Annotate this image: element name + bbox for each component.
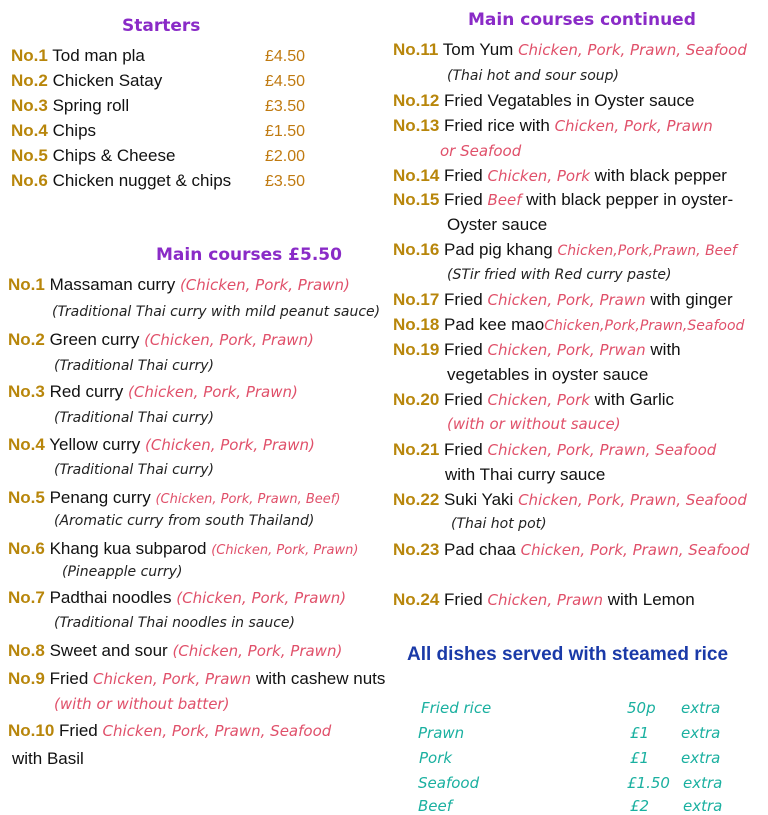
- item-name: Pad pig khang: [444, 240, 553, 259]
- item-description: (Traditional Thai curry): [54, 410, 214, 426]
- item-name: Fried: [444, 390, 483, 409]
- list-item: [8, 331, 314, 348]
- item-number: No.17: [393, 290, 440, 309]
- item-name: Fried: [444, 440, 483, 459]
- extra-name: Beef: [418, 797, 453, 815]
- item-name: Fried rice with: [444, 116, 550, 135]
- item-price: £4.50: [265, 48, 306, 65]
- item-number: No.15: [393, 190, 440, 209]
- item-name: Fried Vegatables in Oyster sauce: [444, 91, 695, 110]
- item-number: No.12: [393, 91, 440, 110]
- extra-name: Seafood: [418, 774, 480, 792]
- item-description: (Traditional Thai curry): [54, 358, 214, 374]
- item-name: Chicken nugget & chips: [52, 171, 232, 190]
- item-description: (Aromatic curry from south Thailand): [54, 513, 315, 529]
- item-number: No.1: [8, 275, 45, 294]
- item-name: Chicken Satay: [52, 71, 163, 90]
- item-number: No.4: [8, 435, 45, 454]
- item-number: No.22: [393, 490, 440, 509]
- item-description: (Traditional Thai noodles in sauce): [54, 615, 295, 631]
- list-item: [393, 41, 747, 58]
- list-item: [8, 670, 385, 687]
- extra-price: 50p: [627, 699, 656, 717]
- list-item: [393, 291, 733, 308]
- item-description: (Pineapple curry): [62, 564, 183, 580]
- item-options: Chicken, Pork, Prawn, Seafood: [102, 722, 332, 740]
- list-item: [393, 341, 681, 358]
- item-number: No.13: [393, 116, 440, 135]
- extra-price: £1: [630, 724, 650, 742]
- item-number: No.2: [11, 71, 48, 90]
- list-item: [8, 383, 298, 400]
- item-options: Chicken, Pork, Prawn, Seafood: [518, 491, 747, 509]
- list-item: [8, 540, 358, 557]
- item-options: Chicken, Pork: [487, 167, 590, 185]
- item-options: Beef: [487, 191, 522, 209]
- item-name: Penang curry: [49, 488, 151, 507]
- list-item: [393, 491, 747, 508]
- list-item: [8, 276, 350, 293]
- item-number: No.11: [393, 40, 439, 59]
- item-name: Fried: [444, 290, 483, 309]
- extra-label: extra: [681, 749, 721, 767]
- item-number: No.10: [8, 721, 55, 740]
- item-number: No.16: [393, 240, 440, 259]
- item-name: Red curry: [49, 382, 124, 401]
- item-description: (with or without batter): [54, 695, 230, 713]
- item-options: Chicken, Pork, Prwan: [487, 341, 646, 359]
- item-number: No.1: [11, 46, 48, 65]
- item-name-line2: Oyster sauce: [447, 215, 548, 234]
- list-item: [393, 191, 733, 208]
- item-number: No.14: [393, 166, 440, 185]
- item-name: Massaman curry: [49, 275, 176, 294]
- list-item: [11, 72, 162, 89]
- item-name-suffix: with ginger: [650, 290, 733, 309]
- extra-name: Prawn: [418, 724, 465, 742]
- item-name: Fried: [49, 669, 89, 688]
- list-item: [11, 97, 129, 114]
- item-name: Pad kee mao: [444, 315, 545, 334]
- item-price: £1.50: [265, 123, 306, 140]
- item-options: Chicken, Pork, Prawn, Seafood: [518, 41, 747, 59]
- item-name-suffix: with black pepper: [594, 166, 727, 185]
- item-options-line2: or Seafood: [440, 142, 522, 160]
- extra-label: extra: [681, 699, 721, 717]
- item-name-suffix: with Lemon: [607, 590, 695, 609]
- item-name-line2: with Basil: [12, 749, 84, 768]
- item-name: Green curry: [49, 330, 140, 349]
- item-name-line2: vegetables in oyster sauce: [447, 365, 649, 384]
- item-options: (Chicken, Pork, Prawn): [172, 642, 343, 660]
- item-name-line2: with Thai curry sauce: [445, 465, 606, 484]
- item-number: No.19: [393, 340, 440, 359]
- item-options: Chicken, Pork, Prawn, Seafood: [520, 541, 750, 559]
- list-item: [8, 722, 331, 739]
- item-number: No.3: [8, 382, 45, 401]
- item-name: Fried: [444, 340, 483, 359]
- item-price: £4.50: [265, 73, 306, 90]
- item-name: Pad chaa: [444, 540, 516, 559]
- extra-label: extra: [683, 797, 723, 815]
- list-item: [393, 441, 716, 458]
- extra-name: Fried rice: [421, 699, 492, 717]
- item-number: No.9: [8, 669, 45, 688]
- list-item: [11, 172, 231, 189]
- list-item: [8, 589, 346, 606]
- item-number: No.3: [11, 96, 48, 115]
- item-description: (Traditional Thai curry with mild peanut sauce): [52, 304, 381, 320]
- list-item: [11, 147, 175, 164]
- item-name: Tom Yum: [442, 40, 514, 59]
- item-description: (Thai hot and sour soup): [447, 68, 619, 84]
- list-item: [393, 316, 744, 333]
- item-name: Khang kua subparod: [49, 539, 207, 558]
- item-name: Yellow curry: [49, 435, 141, 454]
- extra-price: £1.50: [627, 774, 670, 792]
- item-options: Chicken, Pork, Prawn: [554, 117, 713, 135]
- list-item: [393, 541, 749, 558]
- item-number: No.23: [393, 540, 440, 559]
- item-description: (STir fried with Red curry paste): [447, 267, 672, 283]
- item-options: Chicken, Pork, Prawn: [487, 291, 646, 309]
- item-options: (Chicken, Pork, Prawn): [211, 543, 359, 558]
- item-name: Fried: [59, 721, 98, 740]
- list-item: [8, 436, 315, 453]
- item-options: Chicken,Pork,Prawn, Beef: [557, 243, 737, 259]
- list-item: [11, 122, 96, 139]
- item-number: No.6: [11, 171, 48, 190]
- list-item: [393, 167, 727, 184]
- item-name-suffix: with black pepper in oyster-: [526, 190, 734, 209]
- item-price: £3.50: [265, 98, 306, 115]
- list-item: [8, 489, 340, 506]
- item-options: (Chicken, Pork, Prawn): [144, 331, 314, 349]
- item-name: Fried: [444, 166, 483, 185]
- item-number: No.6: [8, 539, 45, 558]
- extra-label: extra: [683, 774, 723, 792]
- list-item: [393, 391, 674, 408]
- item-options: (Chicken, Pork, Prawn): [145, 436, 315, 454]
- extra-label: extra: [681, 724, 721, 742]
- item-name-suffix: with: [650, 340, 681, 359]
- item-name: Sweet and sour: [49, 641, 168, 660]
- item-description: (Traditional Thai curry): [54, 462, 214, 478]
- item-options: Chicken, Pork, Prawn, Seafood: [487, 441, 717, 459]
- main-courses-continued-heading: Main courses continued: [468, 10, 696, 30]
- list-item: [393, 241, 737, 258]
- item-price: £2.00: [265, 148, 306, 165]
- list-item: [11, 47, 145, 64]
- item-options: (Chicken, Pork, Prawn): [176, 589, 347, 607]
- item-description: (Thai hot pot): [451, 516, 547, 532]
- item-number: No.8: [8, 641, 45, 660]
- item-name: Suki Yaki: [444, 490, 514, 509]
- item-options: Chicken, Prawn: [487, 591, 604, 609]
- item-number: No.4: [11, 121, 48, 140]
- item-name: Chips: [52, 121, 97, 140]
- item-options: (Chicken, Pork, Prawn): [128, 383, 298, 401]
- item-number: No.21: [393, 440, 440, 459]
- item-name-suffix: with cashew nuts: [255, 669, 386, 688]
- item-name: Padthai noodles: [49, 588, 172, 607]
- item-options: Chicken, Pork, Prawn: [93, 670, 252, 688]
- main-courses-heading: Main courses £5.50: [156, 245, 342, 265]
- extra-name: Pork: [419, 749, 453, 767]
- item-number: No.18: [393, 315, 440, 334]
- item-number: No.2: [8, 330, 45, 349]
- item-options: Chicken, Pork: [487, 391, 590, 409]
- list-item: [393, 591, 695, 608]
- item-options: Chicken,Pork,Prawn,Seafood: [544, 318, 745, 334]
- item-name: Spring roll: [52, 96, 130, 115]
- item-name: Chips & Cheese: [52, 146, 176, 165]
- item-number: No.24: [393, 590, 440, 609]
- item-name-suffix: with Garlic: [594, 390, 675, 409]
- starters-heading: Starters: [122, 16, 201, 36]
- item-description: (with or without sauce): [447, 415, 621, 433]
- item-name: Tod man pla: [52, 46, 145, 65]
- item-name: Fried: [444, 590, 483, 609]
- extra-price: £2: [630, 797, 650, 815]
- item-number: No.5: [8, 488, 45, 507]
- item-number: No.20: [393, 390, 440, 409]
- item-options: (Chicken, Pork, Prawn): [179, 276, 350, 294]
- item-options: (Chicken, Pork, Prawn, Beef): [155, 492, 341, 507]
- item-number: No.7: [8, 588, 45, 607]
- item-name: Fried: [444, 190, 483, 209]
- list-item: [393, 117, 713, 134]
- item-number: No.5: [11, 146, 48, 165]
- extra-price: £1: [630, 749, 650, 767]
- list-item: [8, 642, 342, 659]
- list-item: [393, 92, 694, 109]
- steamed-rice-note: All dishes served with steamed rice: [407, 644, 729, 665]
- item-price: £3.50: [265, 173, 306, 190]
